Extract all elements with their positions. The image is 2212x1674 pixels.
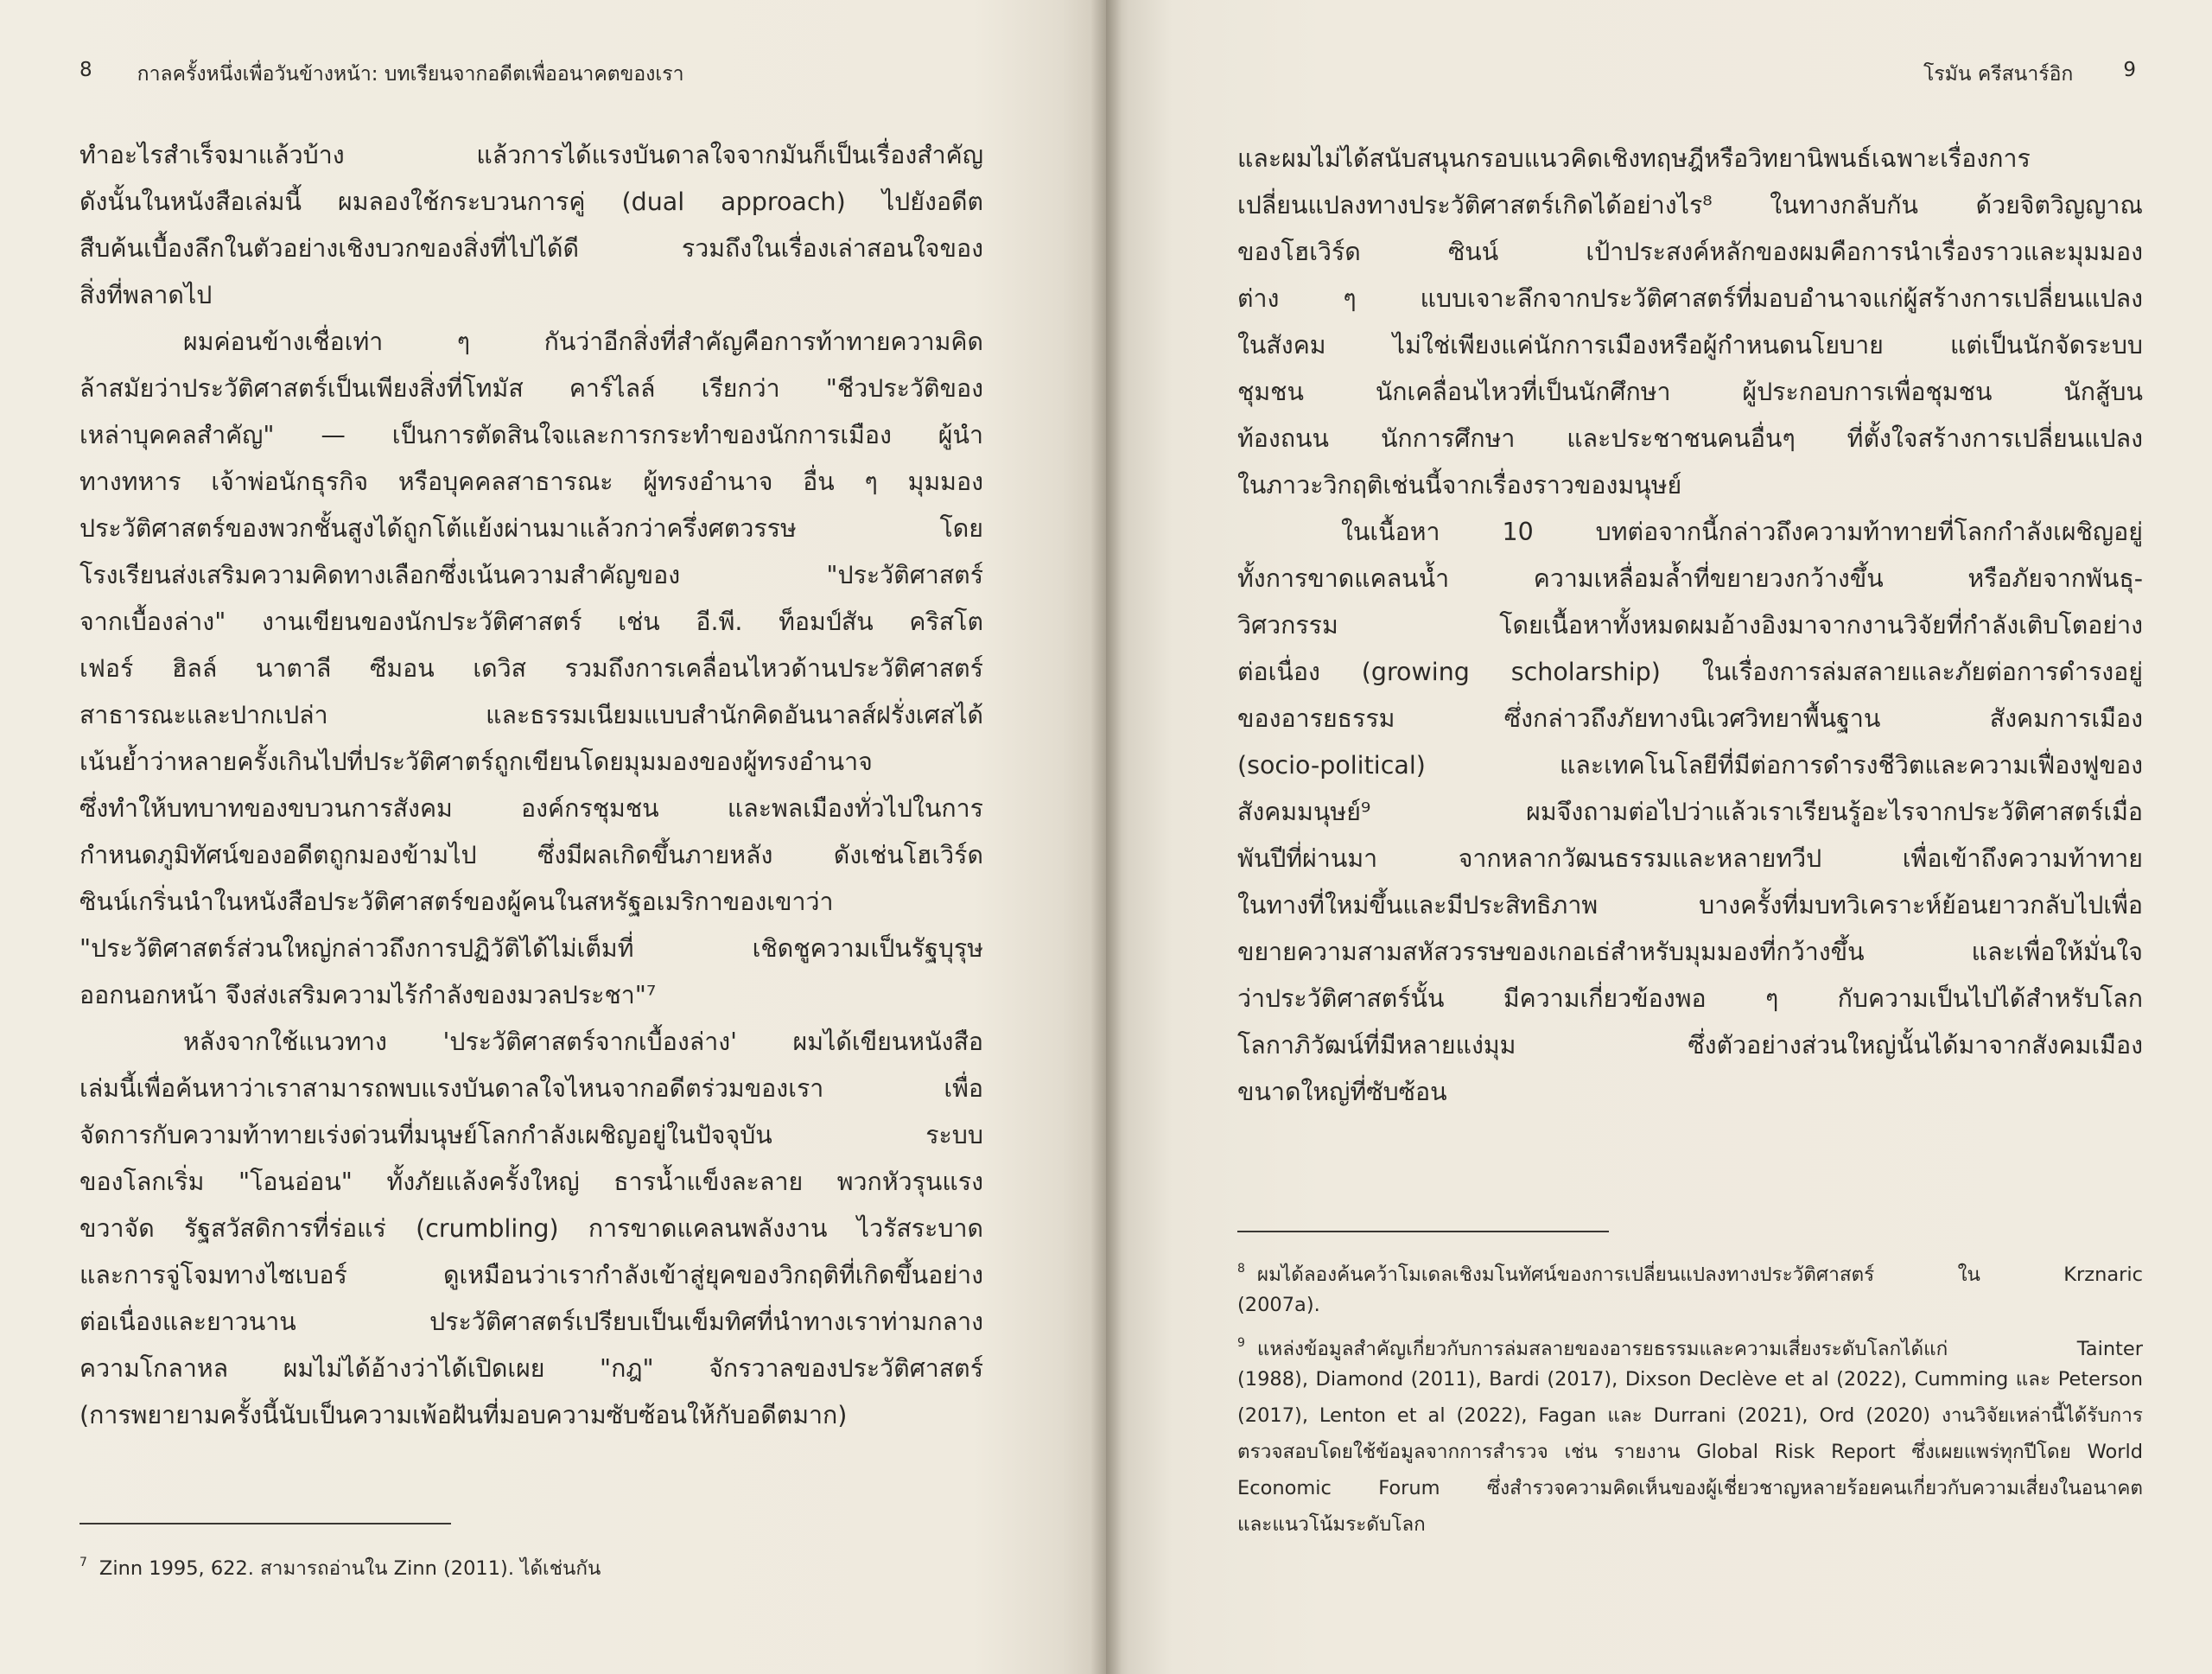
right-page [1106,0,2212,1674]
text-line: กำหนดภูมิทัศน์ของอดีตถูกมองข้ามไป ซึ่งมีผลเกิดขึ้นภายหลัง ดังเช่นโฮเวิร์ด [79,841,983,869]
text-line: ชุมชน นักเคลื่อนไหวที่เป็นนักศึกษา ผู้ประกอบการเพื่อชุมชน นักสู้บน [1237,378,2143,406]
footnote-text: แหล่งข้อมูลสำคัญเกี่ยวกับการล่มสลายของอารยธรรมและความเสี่ยงระดับโลกได้แก่ Tainter [1256,1338,2143,1360]
text-line: ว่าประวัติศาสตร์นั้น มีความเกี่ยวข้องพอ ๆ กับความเป็นไปได้สำหรับโลก [1237,984,2143,1013]
running-title: กาลครั้งหนึ่งเพื่อวันข้างหน้า: บทเรียนจากอดีตเพื่ออนาคตของเรา [137,63,684,86]
footnote-line: และแนวโน้มระดับโลก [1237,1513,1426,1536]
footnote-line [1237,1251,2143,1287]
footnote-line: (2017), Lenton et al (2022), Fagan และ Durrani (2021), Ord (2020) งานวิจัยเหล่านี้ได้รับการ [1237,1404,2143,1427]
right-body-text [1237,136,2143,1116]
text-line: ของอารยธรรม ซึ่งกล่าวถึงภัยทางนิเวศวิทยาพื้นฐาน สังคมการเมือง [1237,704,2143,733]
text-line: ทั้งการขาดแคลนน้ำ ความเหลื่อมล้ำที่ขยายวงกว้างขึ้น หรือภัยจากพันธุ- [1237,564,2143,593]
text-line: ดังนั้นในหนังสือเล่มนี้ ผมลองใช้กระบวนการคู่ (dual approach) ไปยังอดีต [79,188,983,216]
text-line: (การพยายามครั้งนี้นับเป็นความเพ้อฝันที่มอบความซับซ้อนให้กับอดีตมาก) [79,1401,848,1429]
text-line: ผมค่อนข้างเชื่อเท่า ๆ กันว่าอีกสิ่งที่สำคัญคือการท้าทายความคิด [183,328,983,356]
text-line: ล้าสมัยว่าประวัติศาสตร์เป็นเพียงสิ่งที่โทมัส คาร์ไลล์ เรียกว่า "ชีวประวัติของ [79,374,983,403]
text-line: ทำอะไรสำเร็จมาแล้วบ้าง แล้วการได้แรงบันดาลใจจากมันก็เป็นเรื่องสำคัญ [79,141,983,169]
text-line: และการจู่โจมทางไซเบอร์ ดูเหมือนว่าเรากำลังเข้าสู่ยุคของวิกฤติที่เกิดขึ้นอย่าง [79,1261,983,1289]
right-page-header [1923,59,2136,90]
text-line: ต่อเนื่องและยาวนาน ประวัติศาสตร์เปรียบเป็นเข็มทิศที่นำทางเราท่ามกลาง [79,1308,983,1336]
text-line: "ประวัติศาสตร์ส่วนใหญ่กล่าวถึงการปฏิวัติได้ไม่เต็มที่ เชิดชูความเป็นรัฐบุรุษ [79,934,983,963]
text-line: ซินน์เกริ่นนำในหนังสือประวัติศาสตร์ของผู้คนในสหรัฐอเมริกาของเขาว่า [79,888,834,916]
footnote-line: Economic Forum ซึ่งสำรวจความคิดเห็นของผู้เชี่ยวชาญหลายร้อยคนเกี่ยวกับความเสี่ยงในอนาคต [1237,1477,2143,1499]
text-line: สืบค้นเบื้องลึกในตัวอย่างเชิงบวกของสิ่งที่ไปได้ดี รวมถึงในเรื่องเล่าสอนใจของ [79,234,983,263]
footnote-rule [1237,1231,1609,1232]
text-line: ต่อเนื่อง (growing scholarship) ในเรื่องการล่มสลายและภัยต่อการดำรงอยู่ [1237,658,2143,686]
text-line: ของโลกเริ่ม "โอนอ่อน" ทั้งภัยแล้งครั้งใหญ่ ธารน้ำแข็งละลาย พวกหัวรุนแรง [79,1168,983,1196]
text-line: ในภาวะวิกฤติเช่นนี้จากเรื่องราวของมนุษย์ [1237,471,1682,500]
text-line: เฟอร์ ฮิลล์ นาตาลี ซีมอน เดวิส รวมถึงการเคลื่อนไหวด้านประวัติศาสตร์ [79,654,983,683]
text-line: ขวาจัด รัฐสวัสดิการที่ร่อแร่ (crumbling) การขาดแคลนพลังงาน ไวรัสระบาด [79,1214,983,1243]
text-line: (socio-political) และเทคโนโลยีที่มีต่อการดำรงชีวิตและความเฟื่องฟูของ [1237,751,2143,780]
running-title: โรมัน ครีสนาร์อิก [1923,63,2074,86]
footnote-number: 8 [1237,1262,1245,1276]
footnote-line: ตรวจสอบโดยใช้ข้อมูลจากการสำรวจ เช่น รายงาน Global Risk Report ซึ่งเผยแพร่ทุกปีโดย World [1237,1441,2143,1463]
text-line: ขนาดใหญ่ที่ซับซ้อน [1237,1078,1447,1106]
text-line: เหล่าบุคคลสำคัญ" — เป็นการตัดสินใจและการกระทำของนักการเมือง ผู้นำ [79,421,983,449]
text-line: ในสังคม ไม่ใช่เพียงแค่นักการเมืองหรือผู้กำหนดนโยบาย แต่เป็นนักจัดระบบ [1237,331,2143,360]
footnote-line [1237,1325,2143,1361]
text-line: จากเบื้องล่าง" งานเขียนของนักประวัติศาสตร์ เช่น อี.พี. ท็อมป์สัน คริสโต [79,608,983,636]
text-line: พันปีที่ผ่านมา จากหลากวัฒนธรรมและหลายทวีป เพื่อเข้าถึงความท้าทาย [1237,844,2143,873]
footnote-rule [79,1523,451,1524]
text-line: สังคมมนุษย์⁹ ผมจึงถามต่อไปว่าแล้วเราเรียนรู้อะไรจากประวัติศาสตร์เมื่อ [1237,798,2143,826]
text-line: ประวัติศาสตร์ของพวกชั้นสูงได้ถูกโต้แย้งผ่านมาแล้วกว่าครึ่งศตวรรษ โดย [79,514,983,543]
text-line: ออกนอกหน้า จึงส่งเสริมความไร้กำลังของมวลประชา"⁷ [79,981,657,1009]
footnote [79,1544,983,1581]
text-line: หลังจากใช้แนวทาง 'ประวัติศาสตร์จากเบื้องล่าง' ผมได้เขียนหนังสือ [183,1028,983,1056]
text-line: และผมไม่ได้สนับสนุนกรอบแนวคิดเชิงทฤษฎีหรือวิทยานิพนธ์เฉพาะเรื่องการ [1237,144,2031,173]
text-line: ของโฮเวิร์ด ซินน์ เป้าประสงค์หลักของผมคือการนำเรื่องราวและมุมมอง [1237,238,2143,266]
text-line: ในทางที่ใหม่ขึ้นและมีประสิทธิภาพ บางครั้งที่มบทวิเคราะห์ย้อนยาวกลับไปเพื่อ [1237,891,2143,920]
text-line: ทางทหาร เจ้าพ่อนักธุรกิจ หรือบุคคลสาธารณะ ผู้ทรงอำนาจ อื่น ๆ มุมมอง [79,468,983,496]
footnote-line: (1988), Diamond (2011), Bardi (2017), Dixson Declève et al (2022), Cumming และ Peterson [1237,1368,2143,1391]
left-body-text [79,132,983,1439]
footnote-number: 9 [1237,1336,1245,1350]
left-footnotes [79,1544,983,1582]
text-line: ในเนื้อหา 10 บทต่อจากนี้กล่าวถึงความท้าทายที่โลกกำลังเผชิญอยู่ [1341,518,2143,546]
right-footnotes [1237,1251,2143,1544]
footnote-number: 7 [79,1556,87,1569]
footnote-line [79,1544,983,1581]
text-line: จัดการกับความท้าทายเร่งด่วนที่มนุษย์โลกกำลังเผชิญอยู่ในปัจจุบัน ระบบ [79,1121,983,1149]
text-line: ความโกลาหล ผมไม่ได้อ้างว่าได้เปิดเผย "กฎ" จักรวาลของประวัติศาสตร์ [79,1354,983,1383]
footnote [1237,1251,2143,1323]
text-line: เล่มนี้เพื่อค้นหาว่าเราสามารถพบแรงบันดาลใจไหนจากอดีตร่วมของเรา เพื่อ [79,1074,983,1103]
text-line: ซึ่งทำให้บทบาทของขบวนการสังคม องค์กรชุมชน และพลเมืองทั่วไปในการ [79,794,983,823]
text-line: สาธารณะและปากเปล่า และธรรมเนียมแบบสำนักคิดอันนาลส์ฝรั่งเศสได้ [79,701,983,729]
page-number: 9 [2123,59,2136,81]
footnote-line: (2007a). [1237,1294,1320,1316]
footnote-text: Zinn 1995, 622. สามารถอ่านใน Zinn (2011). ได้เช่นกัน [99,1557,601,1580]
text-line: เน้นย้ำว่าหลายครั้งเกินไปที่ประวัติศาตร์ถูกเขียนโดยมุมมองของผู้ทรงอำนาจ [79,748,873,776]
text-line: โรงเรียนส่งเสริมความคิดทางเลือกซึ่งเน้นความสำคัญของ "ประวัติศาสตร์ [79,561,983,589]
text-line: ต่าง ๆ แบบเจาะลึกจากประวัติศาสตร์ที่มอบอำนาจแก่ผู้สร้างการเปลี่ยนแปลง [1237,284,2143,313]
text-line: ท้องถนน นักการศึกษา และประชาชนคนอื่นๆ ที่ตั้งใจสร้างการเปลี่ยนแปลง [1237,424,2143,453]
left-page-header [79,59,985,90]
text-line: สิ่งที่พลาดไป [79,281,213,309]
page-number: 8 [79,59,92,81]
footnote [1237,1325,2143,1543]
text-line: โลกาภิวัฒน์ที่มีหลายแง่มุม ซึ่งตัวอย่างส่วนใหญ่นั้นได้มาจากสังคมเมือง [1237,1031,2143,1060]
footnote-text: ผมได้ลองค้นคว้าโมเดลเชิงมโนทัศน์ของการเปลี่ยนแปลงทางประวัติศาสตร์ ใน Krznaric [1256,1263,2143,1286]
text-line: วิศวกรรม โดยเนื้อหาทั้งหมดผมอ้างอิงมาจากงานวิจัยที่กำลังเติบโตอย่าง [1237,611,2143,640]
text-line: เปลี่ยนแปลงทางประวัติศาสตร์เกิดได้อย่างไร⁸ ในทางกลับกัน ด้วยจิตวิญญาณ [1237,191,2143,220]
text-line: ขยายความสามสหัสวรรษของเกอเธ่สำหรับมุมมองที่กว้างขึ้น และเพื่อให้มั่นใจ [1237,938,2143,966]
